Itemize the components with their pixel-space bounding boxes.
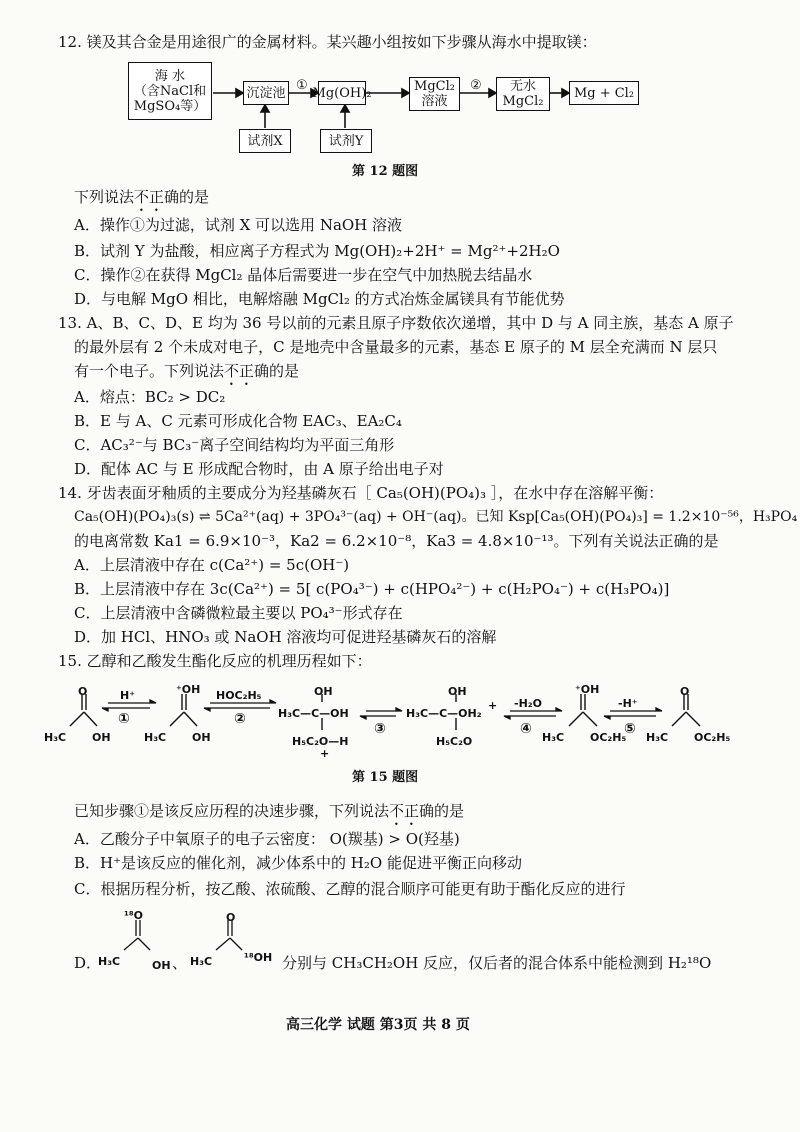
q15-prompt: 已知步骤①是该反应历程的决速步骤，下列说法不正确的是 — [74, 802, 465, 820]
q15-option-c: C．根据历程分析，按乙酸、浓硫酸、乙醇的混合顺序可能更有助于酯化反应的进行 — [74, 880, 626, 898]
seawater-note-2: MgSO₄等） — [133, 98, 207, 114]
mech-minus-hplus: -H⁺ — [618, 697, 638, 710]
seawater-label: 海 水 — [154, 68, 186, 84]
m3-main: H₃C—C—OH — [278, 707, 349, 720]
m6-h3c: H₃C — [646, 731, 669, 744]
q12-stem: 12. 镁及其合金是用途很广的金属材料。某兴趣小组按如下步骤从海水中提取镁： — [58, 33, 597, 51]
product-label: Mg + Cl₂ — [573, 85, 635, 101]
m5-h3c: H₃C — [542, 731, 565, 744]
q13-option-c: C．AC₃²⁻与 BC₃⁻离子空间结构均为平面三角形 — [74, 436, 395, 454]
q14-line2: Ca₅(OH)(PO₄)₃(s) ⇌ 5Ca²⁺(aq) + 3PO₄³⁻(aq) + OH⁻(aq)。已知 Ksp[Ca₅(OH)(PO₄)₃] = 1.2×10⁻⁵⁶，H₃PO₄ — [74, 509, 798, 525]
optd-b-h3c: H₃C — [190, 955, 213, 968]
optd-separator: 、 — [172, 954, 188, 972]
q14-line1: 14. 牙齿表面牙釉质的主要成分为羟基磷灰石［ Ca₅(OH)(PO₄)₃ ］，在水中存在溶解平衡： — [58, 484, 664, 502]
mech-minus-h2o: -H₂O — [514, 697, 542, 710]
q12-caption: 第 12 题图 — [352, 164, 419, 179]
optd-a-oh: OH — [152, 959, 171, 972]
m4-main: H₃C—C—OH₂ — [406, 707, 482, 720]
mech-step4: ④ — [520, 721, 532, 737]
mgcl2-solution-l2: 溶液 — [421, 94, 448, 109]
q15-option-b: B．H⁺是该反应的催化剂，减少体系中的 H₂O 能促进平衡正向移动 — [74, 854, 522, 872]
m1-o: O — [78, 685, 88, 698]
m6-oc2h5: OC₂H₅ — [694, 731, 731, 744]
m2-oh-plus: ⁺OH — [176, 683, 201, 696]
optd-a-h3c: H₃C — [98, 955, 121, 968]
step2-label: ② — [470, 78, 482, 93]
m4-bottom: H₅C₂O — [436, 735, 473, 748]
q13-option-d: D．配体 AC 与 E 形成配合物时，由 A 原子给出电子对 — [74, 460, 444, 478]
q14-option-a: A．上层清液中存在 c(Ca²⁺) = 5c(OH⁻) — [74, 556, 350, 574]
anhydrous-l2: MgCl₂ — [502, 94, 544, 109]
q15-caption: 第 15 题图 — [352, 770, 419, 785]
reagent-x-label: 试剂X — [247, 133, 283, 149]
mgoh2-label: Mg(OH)₂ — [312, 85, 372, 101]
m2-oh: OH — [192, 731, 211, 744]
q15-option-a: A．乙酸分子中氧原子的电子云密度： O(羰基) > O(羟基) — [74, 830, 460, 848]
mech-step2: ② — [234, 711, 246, 727]
q13-line1: 13. A、B、C、D、E 均为 36 号以前的元素且原子序数依次递增，其中 D 与 A 同主族，基态 A 原子 — [58, 314, 734, 332]
anhydrous-l1: 无水 — [509, 79, 536, 94]
m5-oh-plus: ⁺OH — [575, 683, 600, 696]
m3-plus: + — [320, 747, 330, 760]
mech-step1: ① — [118, 711, 130, 727]
m3-oh: OH — [314, 685, 333, 698]
q13-line2: 的最外层有 2 个未成对电子，C 是地壳中含量最多的元素，基态 E 原子的 M 层全充满而 N 层只 — [74, 338, 718, 356]
q15-option-d-text: 分别与 CH₃CH₂OH 反应，仅后者的混合体系中能检测到 H₂¹⁸O — [282, 954, 712, 972]
q14-option-c: C．上层清液中含磷微粒最主要以 PO₄³⁻形式存在 — [74, 604, 403, 622]
q14-line3: 的电离常数 Ka1 = 6.9×10⁻³，Ka2 = 6.2×10⁻⁸，Ka3 = 4.8×10⁻¹³。下列有关说法正确的是 — [74, 532, 719, 550]
m4-plus: + — [488, 699, 498, 712]
q13-option-b: B．E 与 A、C 元素可形成化合物 EAC₃、EA₂C₄ — [74, 412, 402, 430]
q13-option-a: A．熔点：BC₂ > DC₂ — [74, 388, 226, 406]
q12-option-d: D．与电解 MgO 相比，电解熔融 MgCl₂ 的方式冶炼金属镁具有节能优势 — [74, 290, 565, 308]
mech-hoc2h5: HOC₂H₅ — [216, 689, 262, 702]
m1-oh: OH — [92, 731, 111, 744]
q13-line3: 有一个电子。下列说法不正确的是 — [74, 362, 300, 380]
m3-bottom: H₅C₂O—H — [292, 735, 349, 748]
seawater-note-1: （含NaCl和 — [133, 83, 207, 99]
mech-step3: ③ — [374, 721, 386, 737]
m6-o: O — [680, 685, 690, 698]
step1-label: ① — [296, 78, 308, 93]
page-footer: 高三化学 试题 第3页 共 8 页 — [286, 1017, 470, 1033]
q12-option-a: A．操作①为过滤，试剂 X 可以选用 NaOH 溶液 — [74, 216, 403, 234]
reagent-y-label: 试剂Y — [328, 133, 364, 149]
q15-stem: 15. 乙醇和乙酸发生酯化反应的机理历程如下： — [58, 652, 372, 670]
mgcl2-solution-l1: MgCl₂ — [414, 79, 455, 94]
optd-b-o: O — [226, 911, 236, 924]
q12-option-b: B．试剂 Y 为盐酸，相应离子方程式为 Mg(OH)₂+2H⁺ = Mg²⁺+2H₂O — [74, 242, 560, 260]
m5-oc2h5: OC₂H₅ — [590, 731, 627, 744]
q12-prompt: 下列说法不正确的是 — [74, 188, 210, 206]
m4-oh: OH — [448, 685, 467, 698]
q12-option-c: C．操作②在获得 MgCl₂ 晶体后需要进一步在空气中加热脱去结晶水 — [74, 266, 533, 284]
q14-option-d: D．加 HCl、HNO₃ 或 NaOH 溶液均可促进羟基磷灰石的溶解 — [74, 628, 497, 646]
optd-b-oh18: ¹⁸OH — [244, 951, 273, 964]
mech-step5: ⑤ — [624, 721, 636, 737]
q15-option-d-label: D． — [74, 954, 102, 972]
mech-hplus: H⁺ — [120, 689, 136, 702]
m1-h3c: H₃C — [44, 731, 67, 744]
optd-a-o18: ¹⁸O — [124, 909, 143, 922]
q14-option-b: B．上层清液中存在 3c(Ca²⁺) = 5[ c(PO₄³⁻) + c(HPO₄²⁻) + c(H₂PO₄⁻) + c(H₃PO₄)] — [74, 580, 670, 598]
m2-h3c: H₃C — [144, 731, 167, 744]
pool-label: 沉淀池 — [246, 85, 286, 101]
